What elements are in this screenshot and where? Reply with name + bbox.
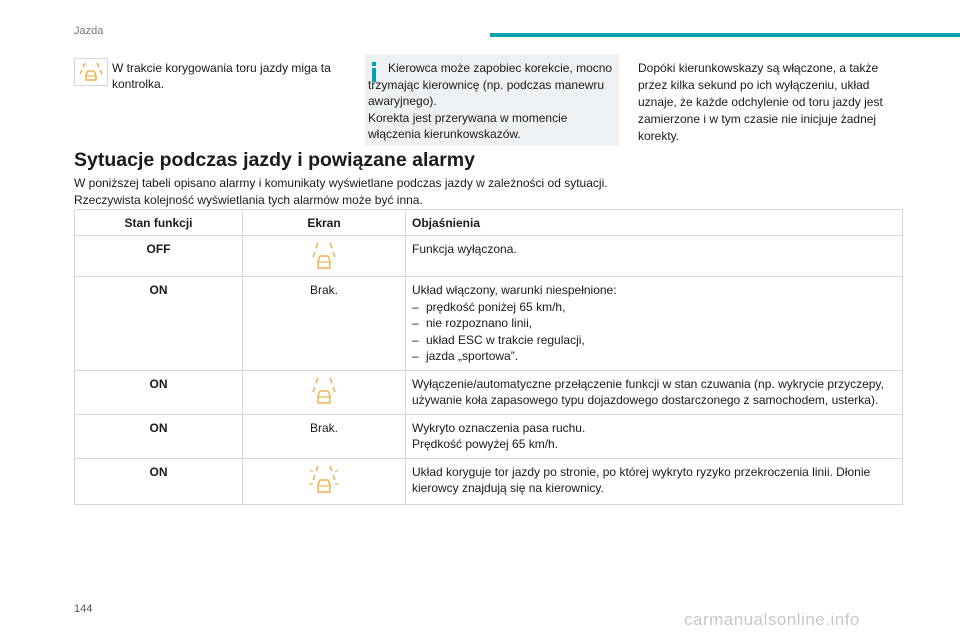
lane-keep-correcting-icon (307, 464, 341, 496)
col1-text: W trakcie korygowania toru jazdy miga ta kontrolka. (112, 61, 331, 91)
row-desc: Funkcja wyłączona. (406, 236, 903, 277)
row-screen: Brak. (243, 277, 406, 371)
table-header-row (75, 210, 903, 236)
list-item: – nie rozpoznano linii, (412, 316, 533, 330)
row-screen: Brak. (243, 414, 406, 458)
section-title: Sytuacje podczas jazdy i powiązane alarmy (74, 149, 475, 171)
row-desc: Wyłączenie/automatyczne przełączenie funkcji w stan czuwania (np. wykrycie przyczepy, używanie koła zapasowego typu dojazdowego dostarczonego z samochodem, usterka). (406, 370, 903, 414)
row-desc: Układ koryguje tor jazdy po stronie, po której wykryto ryzyko przekroczenia linii. Dłonie kierowcy znajdują się na kierownicy. (406, 458, 903, 504)
header-section-title: Jazda (74, 25, 104, 37)
lane-warning-icon-box (74, 58, 108, 86)
lane-keep-off-icon (310, 241, 338, 271)
info-line-1: Kierowca może zapobiec korekcie, mocno trzymając kierownicę (np. podczas manewru awaryjnego). (368, 61, 613, 108)
list-item: – układ ESC w trakcie regulacji, (412, 332, 585, 347)
row-desc-text: Wykryto oznaczenia pasa ruchu. (412, 420, 586, 435)
list-item: – prędkość poniżej 65 km/h, (412, 299, 566, 314)
row-screen (243, 458, 406, 504)
row-state: OFF (75, 236, 243, 277)
row-screen (243, 236, 406, 277)
intro-line-1: W poniższej tabeli opisano alarmy i komunikaty wyświetlane podczas jazdy w zależności od sytuacji. (74, 176, 608, 190)
table-row (75, 236, 903, 277)
row-state: ON (75, 370, 243, 414)
lane-keep-standby-icon (310, 376, 338, 406)
row-desc-text: Układ włączony, warunki niespełnione: (412, 283, 617, 297)
page-number: 144 (74, 603, 93, 615)
table-row (75, 458, 903, 504)
intro-line-2: Rzeczywista kolejność wyświetlania tych alarmów może być inna. (74, 192, 423, 207)
info-box (365, 54, 619, 146)
row-desc (406, 277, 903, 371)
header-explanations: Objaśnienia (406, 210, 903, 236)
header-accent-bar (490, 33, 960, 37)
row-desc (406, 414, 903, 458)
row-desc-text-2: Prędkość powyżej 65 km/h. (412, 437, 559, 451)
section-intro (74, 175, 608, 208)
header-state: Stan funkcji (75, 210, 243, 236)
header-screen: Ekran (243, 210, 406, 236)
row-screen (243, 370, 406, 414)
table-row (75, 370, 903, 414)
col3-text: Dopóki kierunkowskazy są włączone, a także przez kilka sekund po ich wyłączeniu, układ uznaje, że każde odchylenie od toru jazdy jest zamierzone i w tym czasie nie inicjuje żadnej korekty. (638, 61, 883, 143)
list-item: – jazda „sportowa”. (412, 349, 519, 363)
table-row (75, 414, 903, 458)
table-row (75, 277, 903, 371)
row-state: ON (75, 414, 243, 458)
row-state: ON (75, 458, 243, 504)
row-state: ON (75, 277, 243, 371)
alarms-table (74, 209, 903, 505)
info-line-2: Korekta jest przerywana w momencie włączenia kierunkowskazów. (368, 110, 568, 141)
watermark: carmanualsonline.info (684, 610, 860, 629)
info-text (368, 60, 616, 143)
lane-keep-warning-icon (78, 61, 104, 83)
